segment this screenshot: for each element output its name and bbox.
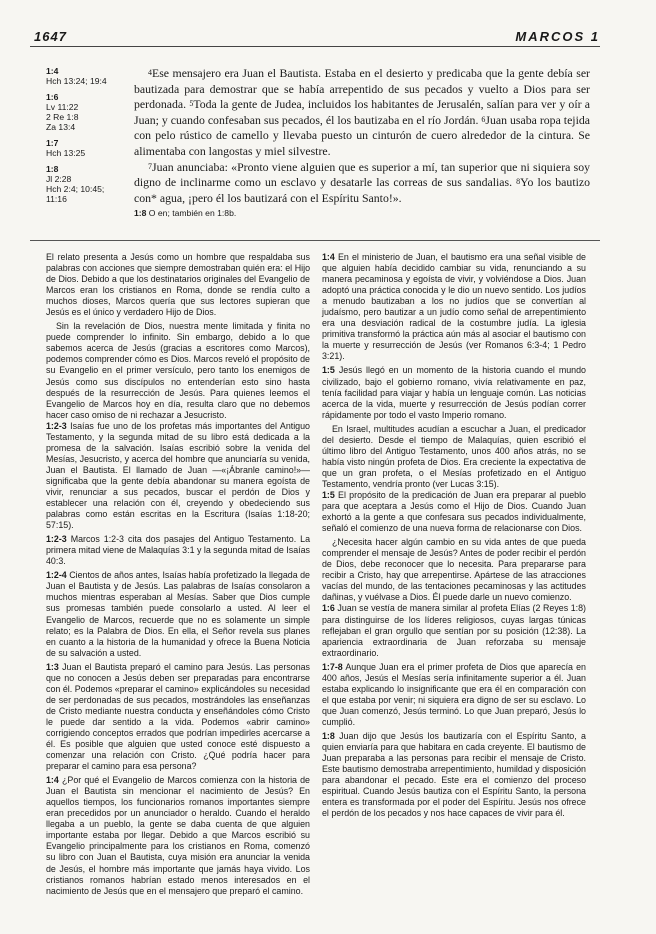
cross-ref-item: 2 Re 1:8	[46, 112, 79, 122]
scripture-text	[134, 66, 590, 222]
note-text: Isaías fue uno de los profetas más importantes del Antiguo Testamento, y la segunda mitad de su libro está dedicada a la promesa de la salvación. Isaías escribió sobre la venida del Mesías, Jesucristo, y acerca del hombre que anunciaría su venida, Juan el Bautista. El llamado de Juan —«¡Ábranle camino!»— significaba que la gente debía abandonar su manera egoísta de vivir, renunciar a sus pecados, buscar el perdón de Dios y establecer una relación con él, creyendo y obedeciendo sus palabras como están escritas en la Escritura (Isaías 1:18-20; 57:15).	[46, 420, 310, 531]
note-text: Juan el Bautista preparó el camino para Jesús. Las personas que no conocen a Jesús deben ser preparadas para encontrarse con él. Podemos «preparar el camino» explicándoles su necesidad de ser perdonadas de sus pecados, mostrándoles las enseñanzas de Cristo mediante nuestra conducta y enseñándoles cómo Cristo le puede dar sentido a la vida. Podemos «abrir camino» corrigiendo conceptos errados que podrían impedirles acercarse a él. Es posible que alguien que usted conoce esté dispuesto a comenzar una relación con Cristo. ¿Qué podría hacer para preparar el camino para esa persona?	[46, 661, 310, 772]
page-header	[30, 24, 600, 47]
commentary-note	[46, 775, 310, 897]
note-text: Juan dijo que Jesús los bautizaría con el Espíritu Santo, a quien enviaría para que habitara en cada creyente. El bautismo de Juan preparaba a las personas para recibir el mensaje de Cristo. Este bautismo demostraba arrepentimiento, humildad y disposición para abandonar el pecado. Este era el comienzo del proceso espiritual. Cuando Jesús bautiza con el Espíritu Santo, la persona entera es transformada por el poder del Espíritu. Jesús nos ofrece el perdón de los pecados y nos hace capaces de vivir para él.	[322, 730, 586, 819]
page-number: 1647	[34, 29, 67, 44]
cross-ref-item: Za 13:4	[46, 122, 76, 132]
commentary-note	[322, 252, 586, 362]
cross-ref-item: Hch 2:4; 10:45;	[46, 184, 105, 194]
scripture-paragraph	[134, 66, 590, 160]
commentary-note	[322, 662, 586, 728]
note-text: El propósito de la predicación de Juan era preparar al pueblo para que aceptara a Jesús como el Hijo de Dios. Cuando Juan exhortó a la gente a que confesara sus pecados individualmente, señaló el comienzo de una nueva forma de relacionarse con Dios.	[322, 489, 586, 534]
commentary-note	[46, 534, 310, 567]
commentary-column-right	[322, 252, 586, 900]
commentary	[46, 252, 586, 900]
section-divider	[30, 240, 600, 241]
note-text: Sin la revelación de Dios, nuestra mente limitada y finita no puede comprender lo infinito. Sin embargo, debido a lo que sabemos acerca de Jesús (gracias a escritores como Marcos), podemos comprender cómo es Dios. Marcos reveló el propósito de su Evangelio en el primer versículo, pero tanto los enemigos de Jesús como sus discípulos no entenderían esto sino hasta después de la resurrección de Jesús. Para quienes leemos el Evangelio de Marcos hoy en día, resulta claro que no debemos hacer caso omiso de ni rechazar a Jesucristo.	[46, 321, 310, 420]
cross-ref-item: Hch 13:25	[46, 148, 86, 158]
cross-ref-verse: 1:6	[46, 92, 59, 102]
note-text: ¿Necesita hacer algún cambio en su vida antes de que pueda comprender el mensaje de Jesús? Antes de poder recibir el perdón de Dios, debe reconocer que lo necesita. Para prepararse para recibir a Cristo, hay que arrepentirse. Apártese de las atracciones vacías del mundo, de las tentaciones pecaminosas y las actitudes dañinas, y vuélvase a Dios. Él puede darle un nuevo comienzo.	[322, 537, 586, 603]
commentary-note	[322, 490, 586, 534]
verse-text: Juan anunciaba: «Pronto viene alguien que es superior a mí, tan superior que ni siquiera soy digno de inclinarme como un esclavo y desatarle las correas de sus sandalias.	[134, 159, 590, 190]
note-reference: 1:2-4	[46, 570, 67, 581]
note-text: En Israel, multitudes acudían a escuchar a Juan, el predicador del desierto. Desde el tiempo de Malaquías, quien escribió el último libro del Antiguo Testamento, unos 400 años atrás, no se había visto ningún profeta de Dios. Era creciente la expectativa de que un gran profeta, o el Mesías profetizado en el Antiguo Testamento, vendría pronto (ver Lucas 3:15).	[322, 423, 586, 489]
footnote	[134, 206, 590, 222]
commentary-note	[46, 570, 310, 658]
verse-number: 4	[148, 68, 152, 77]
cross-ref-verse: 1:4	[46, 66, 59, 76]
verse-text: Toda la gente de Judea, incluidos los habitantes de Jerusalén, salían para ver y oír a Juan; y cuando confesaban sus pecados, él los bautizaba en el río Jordán.	[134, 97, 590, 127]
scripture-paragraph	[134, 160, 590, 207]
verse-number: 8	[516, 177, 521, 187]
cross-ref-item: Hch 13:24; 19:4	[46, 76, 107, 86]
note-reference: 1:2-3	[46, 420, 67, 431]
commentary-note	[322, 731, 586, 819]
note-text: En el ministerio de Juan, el bautismo era una señal visible de que alguien había decidido cambiar su vida, renunciando a su manera pecaminosa y egoísta de vivir, y volviéndose a Dios. Juan adoptó una práctica conocida y le dio un nuevo sentido. Los judíos a menudo bautizaban a los no judíos que se convertían al judaísmo, pero bautizar a un judío como señal de arrepentimiento era una desviación radical de la costumbre judía. La iglesia primitiva transformó la práctica aún más al asociar el bautismo con la muerte y resurrección de Jesús (ver Romanos 6:3-4; 1 Pedro 3:21).	[322, 252, 586, 362]
cross-ref-group	[46, 92, 122, 132]
cross-references	[46, 66, 122, 210]
cross-ref-group	[46, 138, 122, 158]
note-reference: 1:4	[322, 252, 335, 262]
note-reference: 1:3	[46, 661, 59, 672]
verse-number: 6	[481, 114, 486, 124]
note-text: Aunque Juan era el primer profeta de Dios que aparecía en 400 años, Jesús el Mesías sería infinitamente superior a él. Juan estaba explicando lo insignificante que era él en comparación con el que estaba por venir; ni siquiera era digno de ser su esclavo. Lo que Juan comenzó, Jesús terminó. Lo que Juan preparó, Jesús lo cumplió.	[322, 661, 586, 727]
cross-ref-item: Lv 11:22	[46, 102, 79, 112]
verse-text: Ese mensajero era Juan el Bautista. Estaba en el desierto y predicaba que la gente debía ser bautizada para demostrar que se había arrepentido de sus pecados y vuelto a Dios para ser perdonada.	[134, 66, 590, 112]
verse-number: 5	[189, 99, 194, 109]
note-reference: 1:7-8	[322, 661, 343, 672]
verse-number: 7	[148, 161, 152, 171]
cross-ref-item: 11:16	[46, 194, 67, 204]
verse-text: Juan usaba ropa tejida con pelo rústico de camello y llevaba puesto un cinturón de cuero alrededor de la cintura. Se alimentaba con langostas y miel silvestre.	[134, 112, 590, 158]
commentary-note	[46, 321, 310, 420]
commentary-column-left	[46, 252, 310, 900]
note-reference: 1:2-3	[46, 534, 67, 545]
note-text: Jesús llegó en un momento de la historia cuando el mundo civilizado, bajo el gobierno romano, vivía relativamente en paz, tenía facilidad para viajar y había un lenguaje común. Las noticias acerca de la vida, muerte y resurrección de Jesús podían correr rápidamente por todo el vasto Imperio romano.	[322, 365, 586, 420]
cross-ref-group	[46, 164, 122, 204]
cross-ref-item: Jl 2:28	[46, 174, 72, 184]
footnote-ref: 1:8	[134, 208, 147, 219]
commentary-note	[322, 424, 586, 490]
note-reference: 1:4	[46, 775, 59, 786]
note-text: El relato presenta a Jesús como un hombre que respaldaba sus palabras con acciones que siempre demostraban quién era: el Hijo de Dios. Debido a que los destinatarios originales del Evangelio de Marcos eran los cristianos en Roma, donde se rendía culto a muchos dioses, Marcos quería que sus lectores supieran que Jesús es el único y verdadero Hijo de Dios.	[46, 252, 310, 318]
note-reference: 1:8	[322, 730, 335, 741]
note-reference: 1:5	[322, 365, 335, 376]
cross-ref-verse: 1:7	[46, 138, 59, 148]
commentary-note	[46, 662, 310, 772]
commentary-note	[322, 365, 586, 420]
footnote-text: O en; también en 1:8b.	[146, 208, 237, 219]
note-text: Marcos 1:2-3 cita dos pasajes del Antiguo Testamento. La primera mitad viene de Malaquías 3:1 y la segunda mitad de Isaías 40:3.	[46, 534, 310, 567]
commentary-note	[46, 421, 310, 531]
commentary-note	[46, 252, 310, 318]
note-text: Cientos de años antes, Isaías había profetizado la llegada de Juan el Bautista y de Jesús. Las palabras de Isaías consolaron a muchos mientras esperaban al Mesías. Saber que Dios cumple sus promesas también puede consolarlo a usted. Al leer el Evangelio de Marcos, recuerde que no es solamente un simple relato; es la Palabra de Dios. En ella, el Señor revela sus planes en cuanto a la historia de la humanidad y ofrece la Buena Noticia de su salvación a usted.	[46, 570, 310, 658]
note-reference: 1:5	[322, 489, 335, 500]
note-text: ¿Por qué el Evangelio de Marcos comienza con la historia de Juan el Bautista sin mencionar el nacimiento de Jesús? En aquellos tiempos, los funcionarios romanos importantes siempre eran precedidos por un anunciador o heraldo. Cuando el heraldo llegaba a un pueblo, la gente se daba cuenta de que alguien importante estaba por llegar. Debido a que Marcos escribió su Evangelio principalmente para los cristianos en Roma, comenzó su libro con Juan el Bautista, cuya misión era anunciar la venida de Jesús, el hombre más importante que jamás haya vivido. Los cristianos romanos habrían estado menos interesados en el nacimiento de Jesús que en el mensajero que preparó el camino.	[46, 775, 310, 896]
book-chapter: MARCOS 1	[515, 29, 600, 44]
cross-ref-verse: 1:8	[46, 164, 59, 174]
note-text: Juan se vestía de manera similar al profeta Elías (2 Reyes 1:8) para distinguirse de los líderes religiosos, cuyas largas túnicas reflejaban el gran orgullo que sentían por su posición (12:38). La apariencia extraordinaria de Juan reforzaba su mensaje extraordinario.	[322, 603, 586, 658]
commentary-note	[322, 603, 586, 658]
cross-ref-group	[46, 66, 122, 86]
commentary-note	[322, 537, 586, 603]
verse-text: Yo los bautizo con* agua, ¡pero él los bautizará con el Espíritu Santo!».	[134, 175, 591, 205]
note-reference: 1:6	[322, 603, 335, 614]
